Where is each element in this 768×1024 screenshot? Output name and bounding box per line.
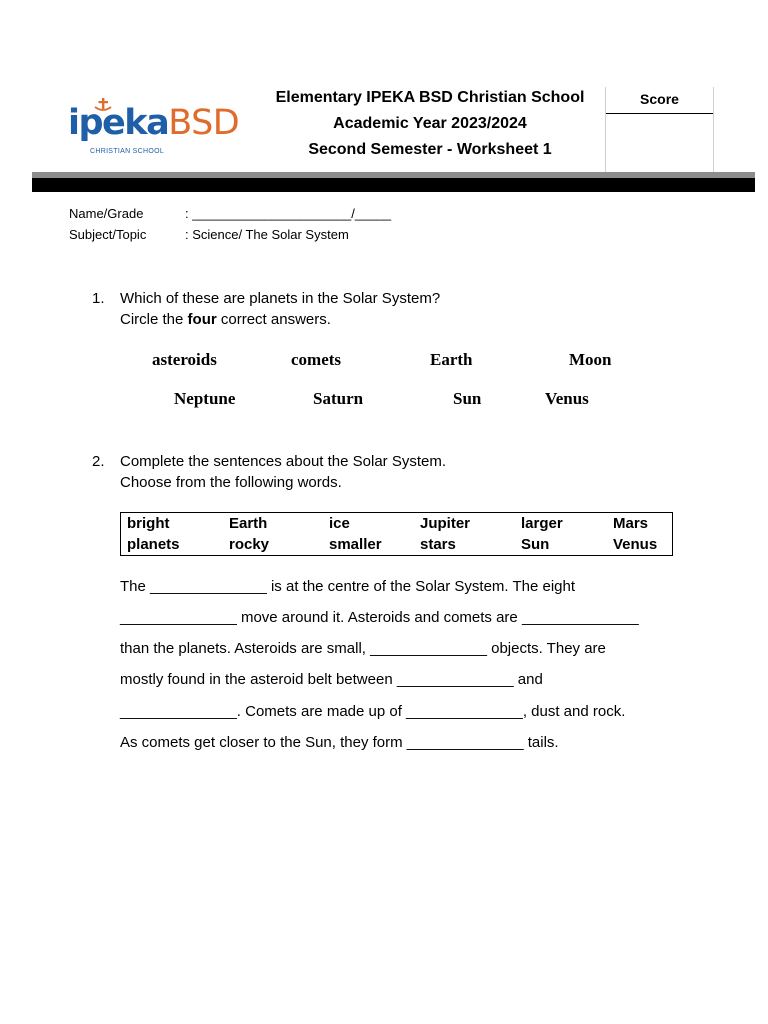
option-sun[interactable]: Sun xyxy=(453,389,482,408)
q1-instruction xyxy=(120,309,331,330)
score-box xyxy=(605,87,714,172)
word-bank-item: planets xyxy=(127,536,180,553)
fill-in-line-3[interactable]: than the planets. Asteroids are small, ______________ objects. They are xyxy=(120,640,606,657)
school-logo xyxy=(68,98,238,160)
q1-number: 1. xyxy=(92,290,105,307)
academic-year: Academic Year 2023/2024 xyxy=(333,115,527,132)
name-grade-label: Name/Grade xyxy=(69,206,144,221)
q1-instruction-post: correct answers. xyxy=(216,311,331,328)
option-venus[interactable]: Venus xyxy=(545,389,589,408)
logo-ipeka: ipeka xyxy=(68,103,169,143)
school-name: Elementary IPEKA BSD Christian School xyxy=(275,89,585,106)
fill-in-line-4[interactable]: mostly found in the asteroid belt between ______________ and xyxy=(120,671,543,688)
word-bank-item: stars xyxy=(420,536,456,553)
q2-number: 2. xyxy=(92,453,105,470)
header-rule-black xyxy=(32,178,755,192)
word-bank-item: bright xyxy=(127,515,170,532)
fill-in-line-5[interactable]: ______________. Comets are made up of ______________, dust and rock. xyxy=(120,703,626,720)
word-bank-item: Venus xyxy=(613,536,658,553)
word-bank-item: ice xyxy=(329,515,350,532)
logo-tagline: CHRISTIAN SCHOOL xyxy=(90,148,165,155)
option-neptune[interactable]: Neptune xyxy=(174,389,236,408)
score-label: Score xyxy=(640,91,679,107)
score-divider xyxy=(606,113,713,114)
fill-in-line-1[interactable]: The ______________ is at the centre of the Solar System. The eight xyxy=(120,578,576,595)
word-bank-item: larger xyxy=(521,515,563,532)
fill-in-line-2[interactable]: ______________ move around it. Asteroids and comets are ______________ xyxy=(120,609,639,626)
logo-wordmark xyxy=(68,103,240,143)
q2-instruction: Choose from the following words. xyxy=(120,474,342,491)
word-bank xyxy=(120,512,673,556)
fill-in-line-6[interactable]: As comets get closer to the Sun, they form ______________ tails. xyxy=(120,734,559,751)
option-moon[interactable]: Moon xyxy=(569,350,612,369)
q2-prompt: Complete the sentences about the Solar System. xyxy=(120,453,447,470)
q1-prompt: Which of these are planets in the Solar System? xyxy=(120,290,441,307)
subject-topic-label: Subject/Topic xyxy=(69,227,147,242)
q1-instruction-bold: four xyxy=(187,311,217,328)
worksheet-title: Second Semester - Worksheet 1 xyxy=(308,141,552,158)
word-bank-item: Jupiter xyxy=(420,515,471,532)
word-bank-item: Mars xyxy=(613,515,649,532)
logo-bsd: BSD xyxy=(168,103,240,143)
name-grade-field[interactable]: : ______________________/_____ xyxy=(185,206,392,221)
option-asteroids[interactable]: asteroids xyxy=(152,350,217,369)
option-comets[interactable]: comets xyxy=(291,350,342,369)
word-bank-item: smaller xyxy=(329,536,382,553)
option-saturn[interactable]: Saturn xyxy=(313,389,364,408)
word-bank-item: rocky xyxy=(229,536,270,553)
word-bank-item: Sun xyxy=(521,536,550,553)
word-bank-item: Earth xyxy=(229,515,268,532)
q1-instruction-pre: Circle the xyxy=(120,311,188,328)
option-earth[interactable]: Earth xyxy=(430,350,473,369)
subject-topic-value: : Science/ The Solar System xyxy=(185,227,349,242)
